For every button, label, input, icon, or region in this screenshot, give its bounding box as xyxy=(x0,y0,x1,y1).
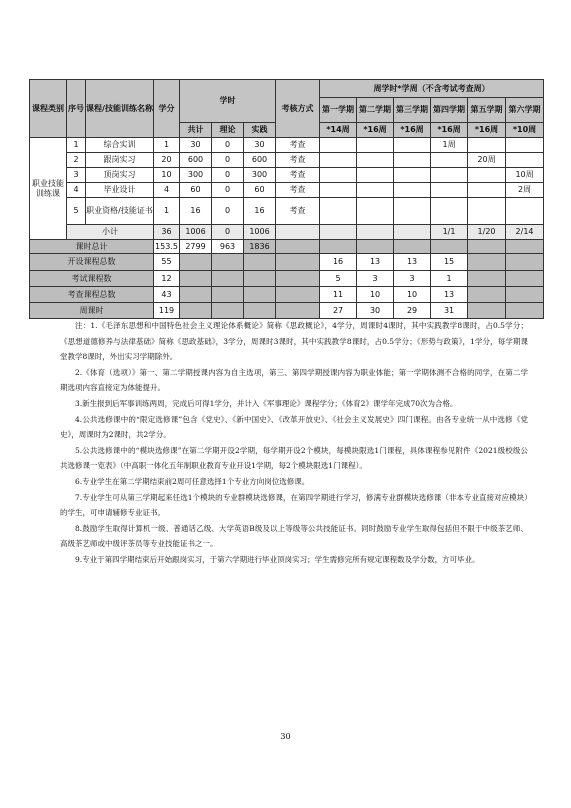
week-1: *14周 xyxy=(320,123,357,138)
subtotal-t6: 2/14 xyxy=(506,225,544,240)
table-row xyxy=(30,138,544,153)
row-practice: 30 xyxy=(244,138,276,153)
row-t2 xyxy=(357,198,394,225)
header-credit: 学分 xyxy=(154,80,180,138)
row-exam: 考查 xyxy=(276,153,320,168)
row-t3 xyxy=(394,153,431,168)
note-8: 8.鼓励学生取得计算机一级、普通话乙级、大学英语B级及以上等级等公共技能证书。同时鼓励专业学生取得包括但不限于中级茶艺师、高级茶艺师或中级评茶员等专业技能证书之一。 xyxy=(60,523,528,549)
total-credit: 153.5 xyxy=(154,240,180,254)
row-theory: 0 xyxy=(212,168,244,183)
term-1: 第一学期 xyxy=(320,98,357,123)
row-total: 30 xyxy=(180,138,212,153)
row-theory: 0 xyxy=(212,198,244,225)
summary-row xyxy=(30,271,544,287)
row-t5 xyxy=(468,168,506,183)
subtotal-label: 小计 xyxy=(67,225,154,240)
term-6: 第六学期 xyxy=(506,98,544,123)
row-t5 xyxy=(468,138,506,153)
summary-t4: 15 xyxy=(431,254,468,271)
header-seq: 序号 xyxy=(67,80,86,138)
total-total: 2799 xyxy=(180,240,212,254)
summary-t3: 10 xyxy=(394,287,431,303)
term-5: 第五学期 xyxy=(468,98,506,123)
note-6: 6.专业学生在第二学期结束前2周可任意选择1个专业方向岗位选修课。 xyxy=(75,476,310,486)
summary-t2: 30 xyxy=(357,303,394,319)
row-t3 xyxy=(394,183,431,198)
header-theory: 理论 xyxy=(212,123,244,138)
total-practice: 1836 xyxy=(244,240,276,254)
row-practice: 16 xyxy=(244,198,276,225)
row-total: 60 xyxy=(180,183,212,198)
row-seq: 3 xyxy=(67,168,86,183)
row-name: 职业资格/技能证书 xyxy=(86,198,154,225)
row-name: 毕业设计 xyxy=(86,183,154,198)
row-t1 xyxy=(320,153,357,168)
header-course: 课程/技能训练名称 xyxy=(86,80,154,138)
row-practice: 600 xyxy=(244,153,276,168)
row-t3 xyxy=(394,198,431,225)
header-hours: 学时 xyxy=(180,80,276,123)
row-credit: 20 xyxy=(154,153,180,168)
summary-t1: 11 xyxy=(320,287,357,303)
row-exam: 考查 xyxy=(276,183,320,198)
week-2: *16周 xyxy=(357,123,394,138)
week-4: *16周 xyxy=(431,123,468,138)
summary-row xyxy=(30,287,544,303)
row-name: 跟岗实习 xyxy=(86,153,154,168)
row-t4 xyxy=(431,183,468,198)
summary-t2: 3 xyxy=(357,271,394,287)
week-5: *16周 xyxy=(468,123,506,138)
table-row xyxy=(30,198,544,225)
row-credit: 1 xyxy=(154,198,180,225)
summary-row xyxy=(30,303,544,319)
term-3: 第三学期 xyxy=(394,98,431,123)
header-exam: 考核方式 xyxy=(276,80,320,138)
row-t5 xyxy=(468,198,506,225)
row-t1 xyxy=(320,138,357,153)
row-theory: 0 xyxy=(212,138,244,153)
summary-t2: 13 xyxy=(357,254,394,271)
row-t4 xyxy=(431,153,468,168)
note-4: 4.公共选修课中的“限定选修课”包含《党史》、《新中国史》、《改革开放史》、《社会主义发展史》四门课程。由各专业统一从中选修《党史》，周课时为2课时，共2学分。 xyxy=(60,414,528,440)
subtotal-t4: 1/1 xyxy=(431,225,468,240)
row-t3 xyxy=(394,168,431,183)
row-credit: 4 xyxy=(154,183,180,198)
table-row xyxy=(30,168,544,183)
summary-t3: 3 xyxy=(394,271,431,287)
curriculum-table xyxy=(29,79,544,319)
row-t5 xyxy=(468,183,506,198)
row-name: 顶岗实习 xyxy=(86,168,154,183)
subtotal-t5: 1/20 xyxy=(468,225,506,240)
summary-value: 119 xyxy=(154,303,180,319)
row-name: 综合实训 xyxy=(86,138,154,153)
term-4: 第四学期 xyxy=(431,98,468,123)
note-9: 9.专业于第四学期结束后开始跟岗实习，于第六学期进行毕业顶岗实习；学生需修完所有规定课程数及学分数，方可毕业。 xyxy=(75,554,480,564)
row-t6 xyxy=(506,198,544,225)
row-exam: 考查 xyxy=(276,168,320,183)
row-t6 xyxy=(506,153,544,168)
total-theory: 963 xyxy=(212,240,244,254)
row-total: 600 xyxy=(180,153,212,168)
row-t3 xyxy=(394,138,431,153)
notes-section xyxy=(60,318,528,568)
week-3: *16周 xyxy=(394,123,431,138)
row-exam: 考查 xyxy=(276,198,320,225)
row-t6 xyxy=(506,138,544,153)
summary-value: 55 xyxy=(154,254,180,271)
term-2: 第二学期 xyxy=(357,98,394,123)
row-theory: 0 xyxy=(212,183,244,198)
row-t4: 1周 xyxy=(431,138,468,153)
note-1: 注：1.《毛泽东思想和中国特色社会主义理论体系概论》简称《思政概论》，4学分，周课时4课时，其中实践教学8课时，占0.5学分；《思想道德修养与法律基础》简称《思政基础》，3学分，周课时3课时，其中实践教学8课时，占0.5学分；《形势与政策》，1学分，每学期课堂教学8课时，外出实习学期除外。 xyxy=(60,321,528,362)
row-t6: 10周 xyxy=(506,168,544,183)
row-t1 xyxy=(320,198,357,225)
summary-label: 考查课程总数 xyxy=(30,287,154,303)
summary-t3: 13 xyxy=(394,254,431,271)
summary-t1: 5 xyxy=(320,271,357,287)
table-row xyxy=(30,153,544,168)
category-cell: 职业技能训练课 xyxy=(30,138,67,240)
summary-t1: 16 xyxy=(320,254,357,271)
row-seq: 4 xyxy=(67,183,86,198)
summary-t2: 10 xyxy=(357,287,394,303)
total-hours-row xyxy=(30,240,544,254)
row-t1 xyxy=(320,168,357,183)
row-seq: 2 xyxy=(67,153,86,168)
row-t2 xyxy=(357,183,394,198)
row-theory: 0 xyxy=(212,153,244,168)
header-total: 共计 xyxy=(180,123,212,138)
note-2: 2.《体育（选项）》第一、第二学期授课内容为自主选项，第三、第四学期授课内容为职业体能；第一学期体测不合格的同学，在第二学期选项内容直接定为体能提升。 xyxy=(60,367,528,393)
row-t2 xyxy=(357,168,394,183)
row-t5: 20周 xyxy=(468,153,506,168)
row-exam: 考查 xyxy=(276,138,320,153)
row-total: 16 xyxy=(180,198,212,225)
page-number: 30 xyxy=(280,732,291,741)
row-t4 xyxy=(431,168,468,183)
header-category: 课程类别 xyxy=(30,80,67,138)
row-t2 xyxy=(357,153,394,168)
summary-t3: 29 xyxy=(394,303,431,319)
row-practice: 300 xyxy=(244,168,276,183)
header-practice: 实践 xyxy=(244,123,276,138)
summary-t4: 31 xyxy=(431,303,468,319)
summary-value: 43 xyxy=(154,287,180,303)
row-t2 xyxy=(357,138,394,153)
row-practice: 60 xyxy=(244,183,276,198)
summary-label: 周课时 xyxy=(30,303,154,319)
header-weekly: 周学时*学周（不含考试考查周） xyxy=(320,80,544,98)
subtotal-practice: 1006 xyxy=(244,225,276,240)
row-seq: 1 xyxy=(67,138,86,153)
subtotal-credit: 36 xyxy=(154,225,180,240)
row-t1 xyxy=(320,183,357,198)
subtotal-row xyxy=(30,225,544,240)
row-total: 300 xyxy=(180,168,212,183)
total-hours-label: 课时总计 xyxy=(30,240,154,254)
summary-row xyxy=(30,254,544,271)
table-row xyxy=(30,183,544,198)
summary-t1: 27 xyxy=(320,303,357,319)
note-5: 5.公共选修课中的“模块选修课”在第二学期开设2学期，每学期开设2个模块，每模块限选1门课程，具体课程参见附件《2021级校级公共选修课一览表》（中高职一体化五年制职业教育专业开设1学期，每2个模块限选1门课程）。 xyxy=(60,445,528,471)
row-t4 xyxy=(431,198,468,225)
summary-t4: 1 xyxy=(431,271,468,287)
row-credit: 1 xyxy=(154,138,180,153)
summary-value: 12 xyxy=(154,271,180,287)
row-t6: 2周 xyxy=(506,183,544,198)
note-7: 7.专业学生可从第三学期起来任选1个模块的专业群模块选修课，在第四学期进行学习，修满专业群模块选修课（非本专业直接对应模块）的学生，可申请辅修专业证书。 xyxy=(60,492,528,518)
summary-t4: 13 xyxy=(431,287,468,303)
summary-label: 开设课程总数 xyxy=(30,254,154,271)
row-credit: 10 xyxy=(154,168,180,183)
note-3: 3.新生报到后军事训练两周，完成后可得1学分，并计入《军事理论》课程学分；《体育2》课学年完成70次为合格。 xyxy=(75,398,458,408)
row-seq: 5 xyxy=(67,198,86,225)
subtotal-total: 1006 xyxy=(180,225,212,240)
summary-label: 考试课程数 xyxy=(30,271,154,287)
week-6: *10周 xyxy=(506,123,544,138)
subtotal-theory: 0 xyxy=(212,225,244,240)
